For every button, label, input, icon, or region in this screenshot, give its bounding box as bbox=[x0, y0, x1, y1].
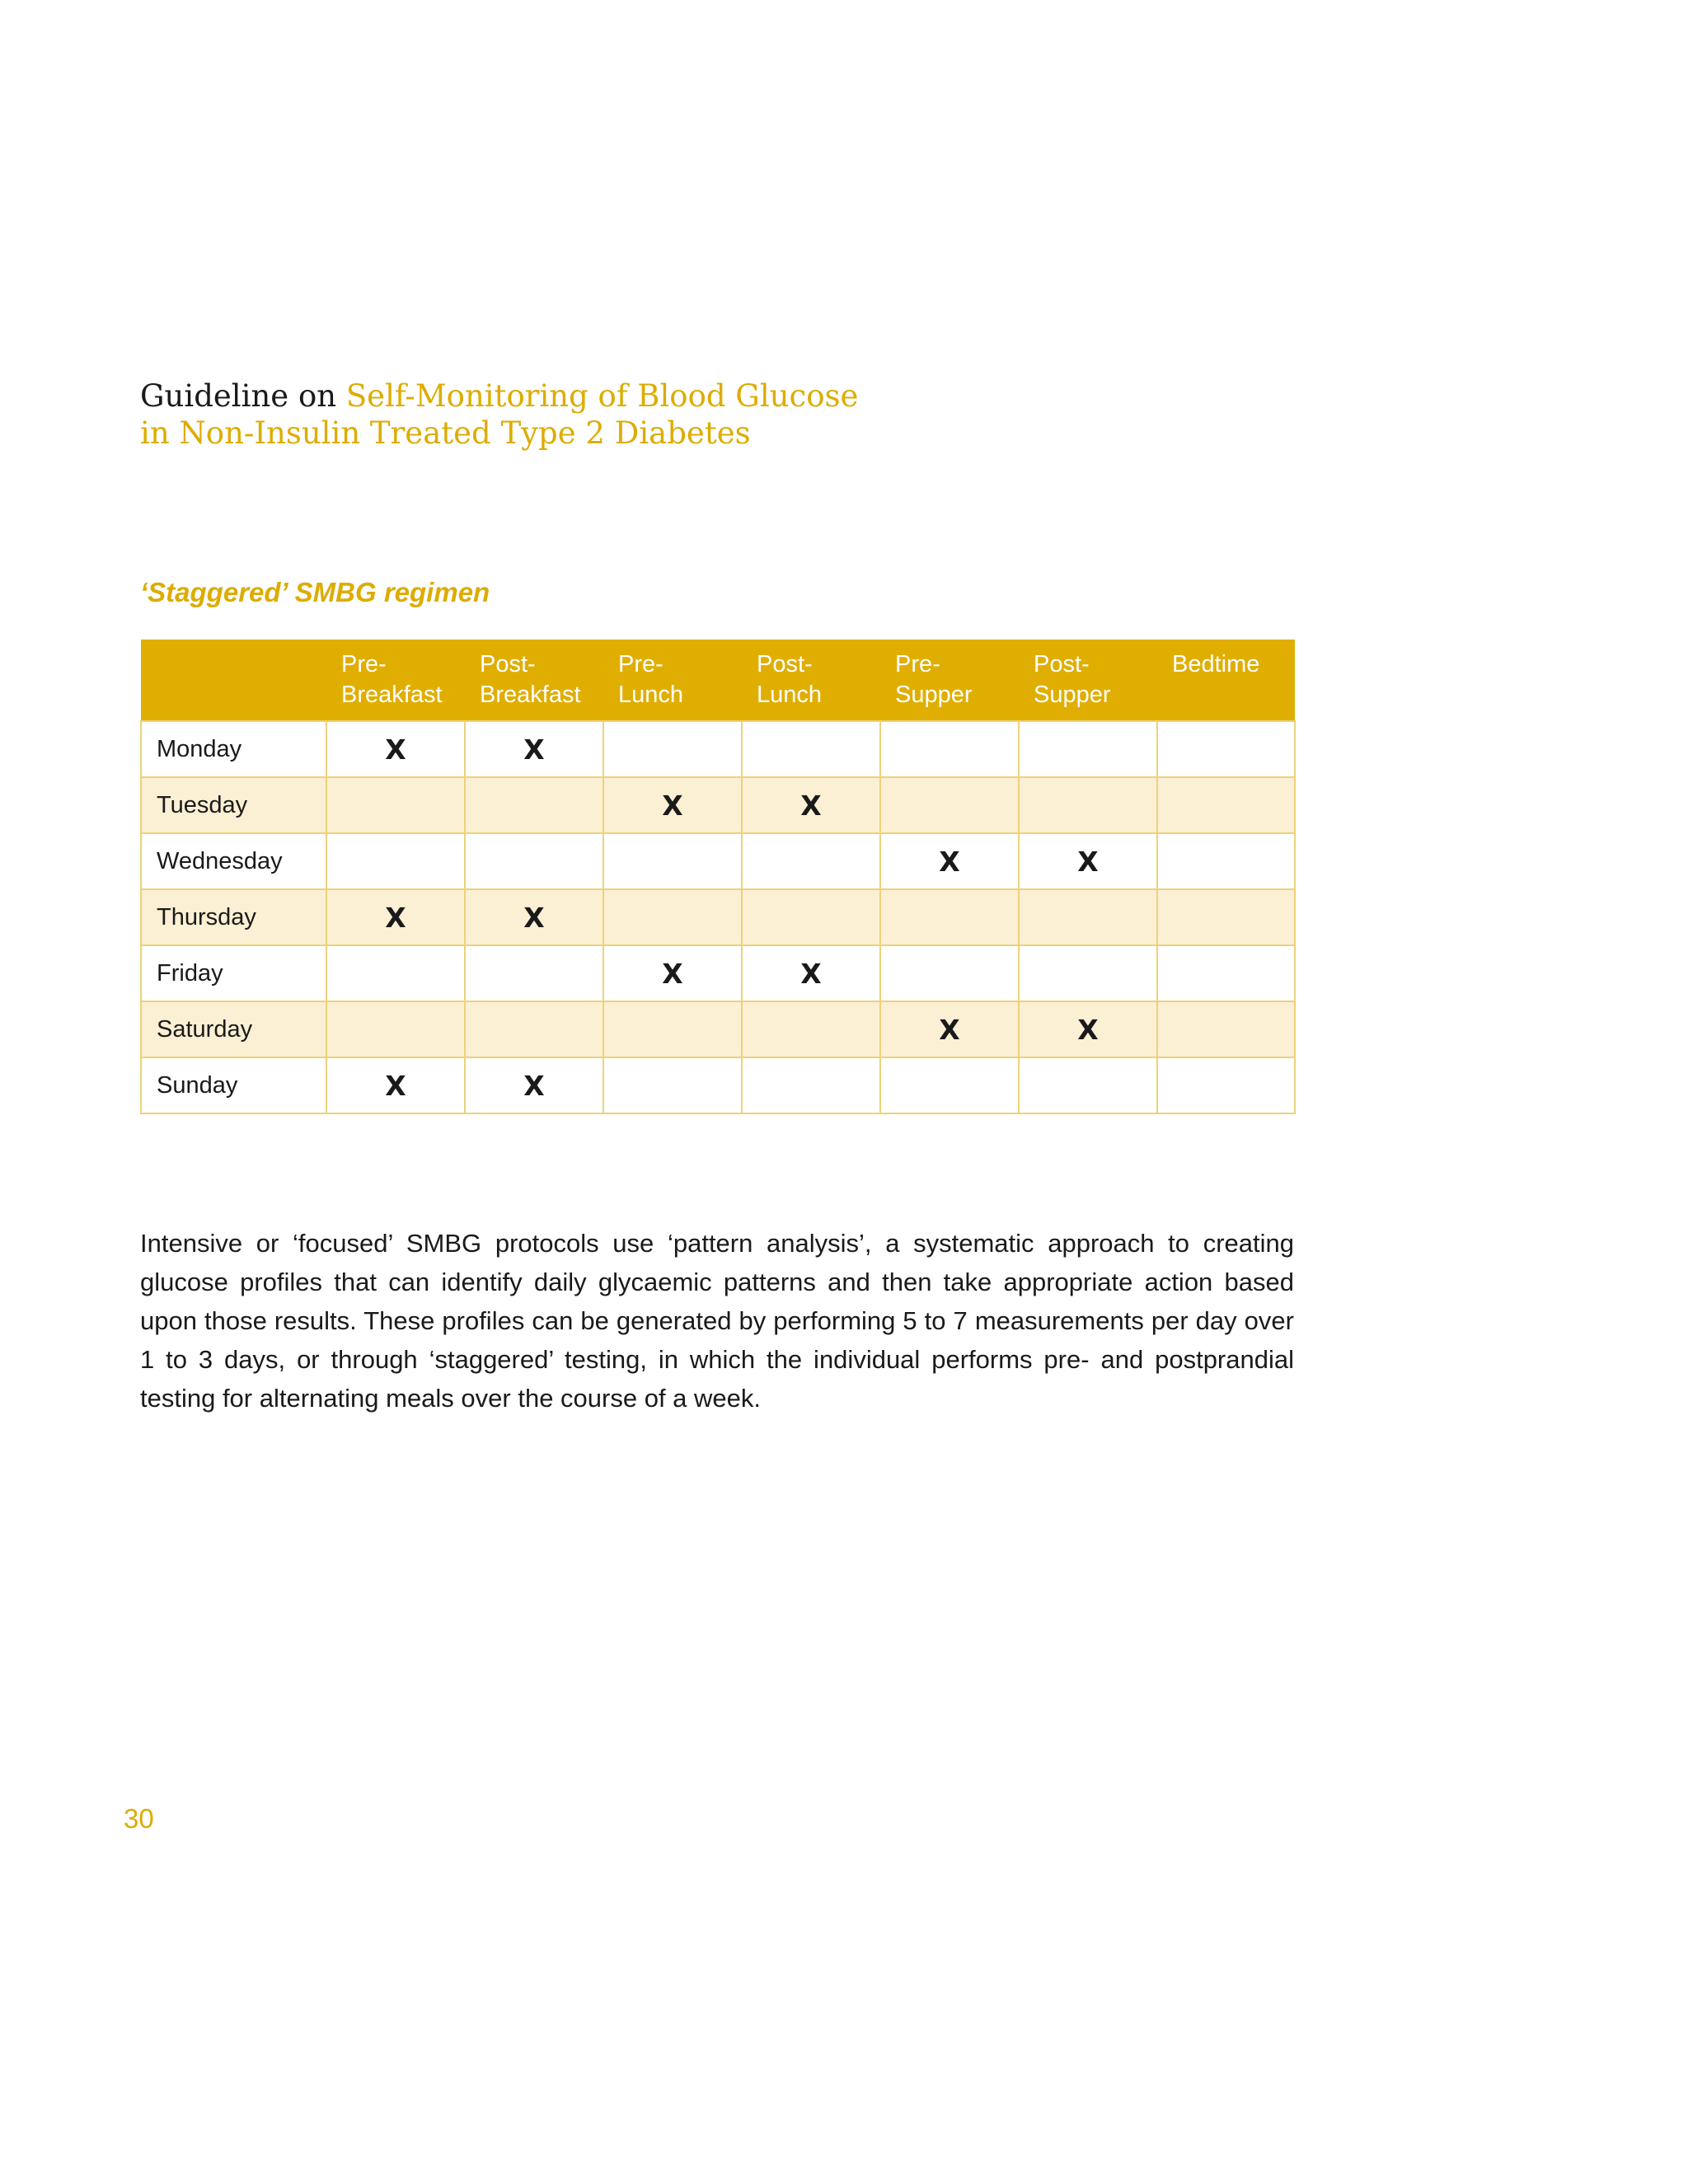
table-cell bbox=[880, 945, 1019, 1001]
table-cell: X bbox=[326, 889, 465, 945]
column-header-line: Pre- bbox=[895, 651, 940, 677]
header-line-1 bbox=[140, 377, 1047, 415]
table-cell bbox=[880, 777, 1019, 833]
table-cell bbox=[1019, 889, 1157, 945]
table-cell bbox=[1019, 1057, 1157, 1113]
table-cell bbox=[742, 1001, 880, 1057]
row-day-label: Tuesday bbox=[141, 777, 326, 833]
table-cell: X bbox=[465, 1057, 603, 1113]
row-day-label: Friday bbox=[141, 945, 326, 1001]
table-header-row bbox=[141, 640, 1295, 721]
document-header bbox=[140, 377, 1047, 452]
column-header-post-breakfast bbox=[465, 640, 603, 721]
column-header-line: Breakfast bbox=[341, 682, 443, 708]
row-day-label: Wednesday bbox=[141, 833, 326, 889]
table-cell bbox=[465, 945, 603, 1001]
header-title-highlight: Self-Monitoring of Blood Glucose bbox=[345, 378, 859, 414]
table-cell bbox=[326, 833, 465, 889]
column-header-line: Pre- bbox=[618, 651, 663, 677]
table-cell: X bbox=[880, 1001, 1019, 1057]
column-header-day bbox=[141, 640, 326, 721]
column-header-line: Post- bbox=[1034, 651, 1090, 677]
table-cell: X bbox=[1019, 833, 1157, 889]
table-cell bbox=[603, 833, 742, 889]
row-day-label: Sunday bbox=[141, 1057, 326, 1113]
table-cell bbox=[603, 721, 742, 777]
table-cell bbox=[326, 945, 465, 1001]
table-cell bbox=[1019, 721, 1157, 777]
table-cell bbox=[742, 889, 880, 945]
table-cell: X bbox=[880, 833, 1019, 889]
column-header-line: Breakfast bbox=[480, 682, 581, 708]
table-cell bbox=[1157, 721, 1295, 777]
table-cell bbox=[465, 777, 603, 833]
column-header-line: Supper bbox=[895, 682, 973, 708]
table-cell: X bbox=[742, 777, 880, 833]
table-cell bbox=[1157, 945, 1295, 1001]
table-cell bbox=[742, 833, 880, 889]
table-cell bbox=[603, 1057, 742, 1113]
column-header-line: Pre- bbox=[341, 651, 387, 677]
table-cell bbox=[742, 1057, 880, 1113]
table-row-thursday bbox=[141, 889, 1295, 945]
column-header-line: Post- bbox=[757, 651, 813, 677]
body-paragraph: Intensive or ‘focused’ SMBG protocols use ‘pattern analysis’, a systematic approach to creating glucose profiles that can identify daily glycaemic patterns and then take appropriate action based upon those results. These profiles can be generated by performing 5 to 7 measurements per day over 1 to 3 days, or through ‘staggered’ testing, in which the individual performs pre- and postprandial testing for alternating meals over the course of a week. bbox=[140, 1229, 1294, 1413]
table-cell bbox=[465, 833, 603, 889]
table-cell: X bbox=[603, 777, 742, 833]
table-body bbox=[141, 721, 1295, 1113]
table-cell bbox=[1019, 945, 1157, 1001]
table-row-monday bbox=[141, 721, 1295, 777]
column-header-post-lunch bbox=[742, 640, 880, 721]
table-cell bbox=[742, 721, 880, 777]
table-cell bbox=[880, 721, 1019, 777]
table-row-wednesday bbox=[141, 833, 1295, 889]
table-cell bbox=[603, 889, 742, 945]
table-cell bbox=[1157, 1057, 1295, 1113]
table-cell bbox=[465, 1001, 603, 1057]
table-cell: X bbox=[326, 721, 465, 777]
table-row-friday bbox=[141, 945, 1295, 1001]
smbg-regimen-table bbox=[140, 640, 1296, 1114]
table-cell: X bbox=[742, 945, 880, 1001]
table-cell bbox=[1157, 833, 1295, 889]
table-cell: X bbox=[465, 889, 603, 945]
table-cell bbox=[880, 889, 1019, 945]
row-day-label: Thursday bbox=[141, 889, 326, 945]
table-cell bbox=[1157, 777, 1295, 833]
table-cell: X bbox=[603, 945, 742, 1001]
table-cell: X bbox=[1019, 1001, 1157, 1057]
table-row-tuesday bbox=[141, 777, 1295, 833]
column-header-post-supper bbox=[1019, 640, 1157, 721]
table-cell bbox=[1157, 1001, 1295, 1057]
row-day-label: Saturday bbox=[141, 1001, 326, 1057]
table-cell bbox=[1019, 777, 1157, 833]
column-header-pre-lunch bbox=[603, 640, 742, 721]
table-row-saturday bbox=[141, 1001, 1295, 1057]
column-header-pre-supper bbox=[880, 640, 1019, 721]
table-cell bbox=[326, 1001, 465, 1057]
table-cell: X bbox=[326, 1057, 465, 1113]
column-header-line: Post- bbox=[480, 651, 536, 677]
column-header-line: Lunch bbox=[757, 682, 823, 708]
row-day-label: Monday bbox=[141, 721, 326, 777]
table-cell bbox=[880, 1057, 1019, 1113]
column-header-line: Lunch bbox=[618, 682, 684, 708]
table-cell bbox=[1157, 889, 1295, 945]
column-header-line: Supper bbox=[1034, 682, 1111, 708]
page-number: 30 bbox=[124, 1803, 154, 1834]
column-header-line: Bedtime bbox=[1172, 651, 1260, 677]
table-cell: X bbox=[465, 721, 603, 777]
table-cell bbox=[603, 1001, 742, 1057]
header-line-2: in Non-Insulin Treated Type 2 Diabetes bbox=[140, 415, 751, 451]
column-header-bedtime bbox=[1157, 640, 1295, 721]
header-prefix: Guideline on bbox=[140, 378, 346, 414]
table-title: ‘Staggered’ SMBG regimen bbox=[140, 577, 490, 607]
table-cell bbox=[326, 777, 465, 833]
table-row-sunday bbox=[141, 1057, 1295, 1113]
column-header-pre-breakfast bbox=[326, 640, 465, 721]
